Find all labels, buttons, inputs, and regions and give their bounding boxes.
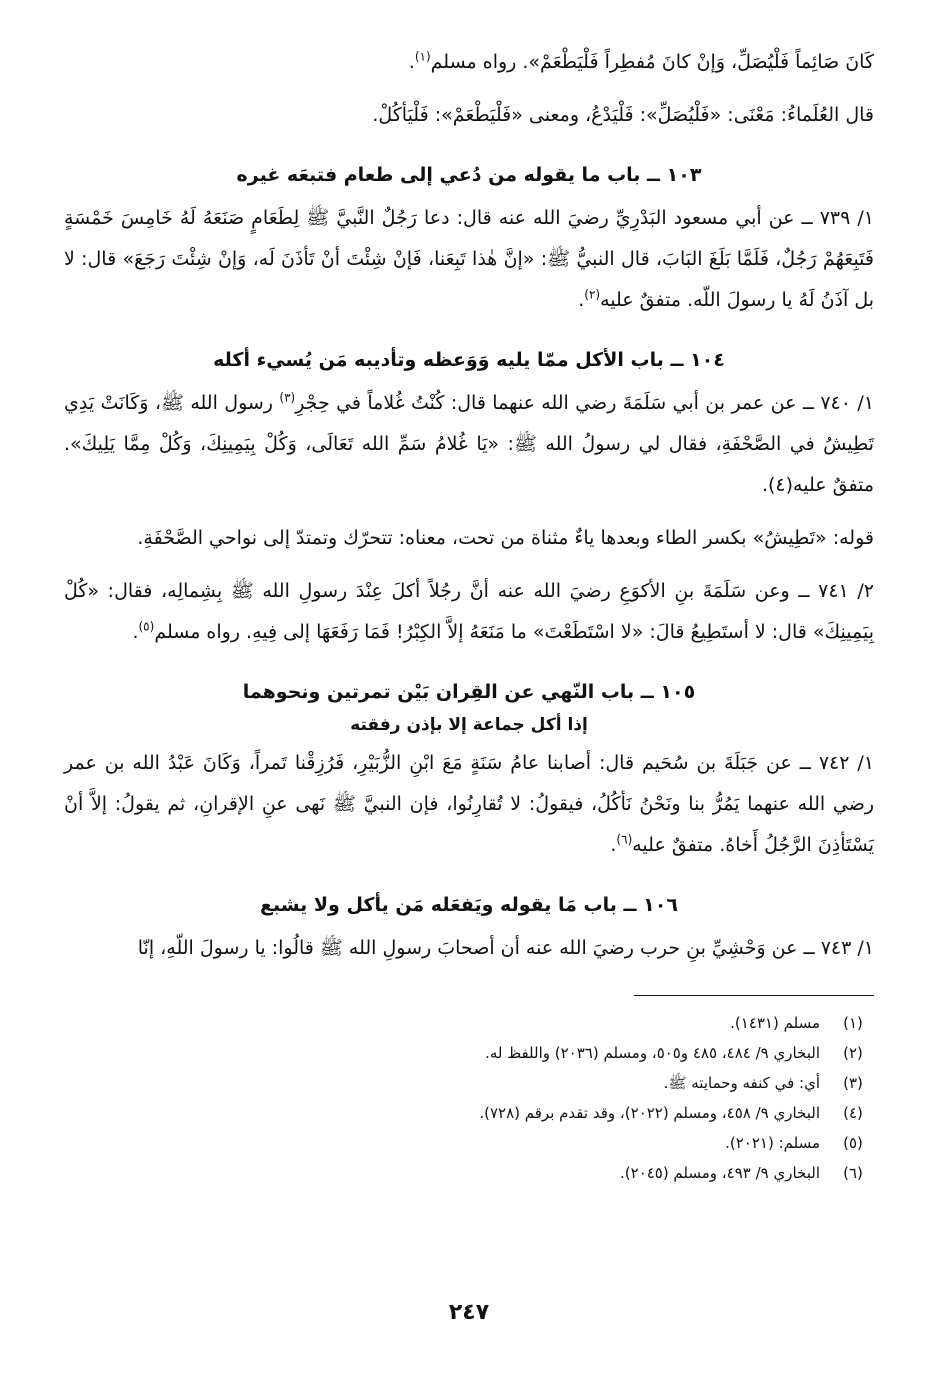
footnote-4: (٤) البخاري ٩/ ٤٥٨، ومسلم (٢٠٢٢)، وقد تقدم برقم (٧٢٨). [479, 1104, 863, 1122]
chapter-title-103: ١٠٣ ــ باب ما يقوله من دُعي إلى طعام فتبعَه غيره [236, 164, 702, 186]
hadith-743: ١/ ٧٤٣ ــ عن وَحْشِيِّ بنِ حرب رضيَ الله عنه أن أصحابَ رسولِ الله ﷺ قالُوا: يا رسولَ اللّهِ، إنّا [137, 937, 874, 959]
hadith-742: ١/ ٧٤٢ ــ عن جَبَلَةَ بن سُحَيم قال: أصابنا عامُ سَنَةٍ مَعَ ابْنِ الزُّبَيْرِ، فَرُزِقْنا تَمراً، وَكَانَ عَبْدُ الله بن عمر رضي الله عنهما يَمُرُّ بنا ونَحْنُ نَأكُلُ، فيقولُ: لا تُقارِنُوا، فإن النبيَّ ﷺ نَهى عنِ الإقرانِ، ثم يقولُ: إلاَّ أنْ يَسْتَأذِنَ الرَّجُلُ أَخاهُ. متفقٌ عليه$^{(٦)}$. [64, 752, 874, 856]
footnote-ref-1: (١) [414, 49, 431, 64]
hadith-740: ١/ ٧٤٠ ــ عن عمر بن أبي سَلَمَةَ رضي الله عنهما قال: كُنْتُ غُلاماً في حِجْرِ$^{(٣)}$ رسول الله ﷺ، وَكَانَتْ يَدِي تَطِيشُ في الصَّحْفَةِ، فقال لي رسولُ الله ﷺ: «يَا غُلامُ سَمِّ الله تَعَالَى، وَكُلْ بِيَمِينِكَ، وَكُلْ مِمَّا يَلِيكَ». متفقٌ عليه(٤). [64, 390, 874, 496]
footnote-2: (٢) البخاري ٩/ ٤٨٤، ٤٨٥ و٥٠٥، ومسلم (٢٠٣٦) واللفظ له. [485, 1044, 863, 1062]
chapter-subtitle-105: إذا أكل جماعة إلا بإذن رفقته [350, 715, 588, 735]
chapter-title-104: ١٠٤ ــ باب الأكل ممّا يليه وَوَعظه وتأديبه مَن يُسيء أكله [213, 349, 725, 371]
page-number: ٢٤٧ [448, 1300, 490, 1325]
explanation-tatish: قوله: «تَطِيشُ» بكسر الطاء وبعدها ياءٌ مثناة من تحت، معناه: تتحرّك وتمتدّ إلى نواحي الصَّحْفَةِ. [137, 527, 874, 549]
footnote-1: (١) مسلم (١٤٣١). [730, 1014, 863, 1032]
footnote-6: (٦) البخاري ٩/ ٤٩٣، ومسلم (٢٠٤٥). [619, 1164, 863, 1182]
footnote-divider [634, 995, 874, 996]
hadith-741: ٢/ ٧٤١ ــ وعن سَلَمَةَ بنِ الأكوَعِ رضيَ الله عنه أنَّ رجُلاً أكلَ عِنْدَ رسولِ الله ﷺ بِشِمالِه، فقال: «كُلْ بِيَمِينِكَ» قال: لا أستَطِيعُ قالَ: «لا اسْتَطَعْتَ» ما مَنَعَهُ إلاَّ الكِبْرُ! فَمَا رَفَعَهَا إلى فِيهِ. رواه مسلم$^{(٥)}$. [64, 580, 874, 643]
footnote-ref-5: (٥) [138, 619, 155, 634]
footnotes [64, 1008, 874, 1188]
footnote-ref-3: (٣) [279, 390, 296, 405]
footnote-5: (٥) مسلم: (٢٠٢١). [725, 1134, 863, 1152]
footnote-ref-2: (٢) [584, 287, 601, 302]
hadith-739: ١/ ٧٣٩ ــ عن أبي مسعود البَدْرِيِّ رضيَ الله عنه قال: دعا رَجُلٌ النَّبيَّ ﷺ لِطَعَامٍ صَنَعَهُ لَهُ خَامِسَ خَمْسَةٍ فَتَبِعَهُمْ رَجُلٌ، فَلَمَّا بَلَغَ البَابَ، قال النبيُّ ﷺ: «إنَّ هٰذا تَبِعَنا، فَإنْ شِئْتَ أنْ تَأذَنَ لَه، وَإنْ شِئْتَ رَجَعَ» قال: لا بل آذَنُ لَهُ يا رسولَ اللّه. متفقٌ عليه$^{(٢)}$. [64, 207, 874, 311]
footnote-ref-6: (٦) [616, 832, 633, 847]
chapter-title-105: ١٠٥ ــ باب النّهي عن القِران بَيْن تمرتين ونحوهما إذا أكل جماعة إلا بإذن رفقته [64, 673, 874, 739]
chapter-title-106: ١٠٦ ــ باب مَا يقوله ويَفعَله مَن يأكل ولا يشبع [260, 894, 678, 916]
paragraph-hadith-continuation: كَانَ صَائِماً فَلْيُصَلِّ، وَإنْ كانَ مُفطِراً فَلْيَطْعَمْ». رواه مسلم$^{(١)}$. [408, 49, 874, 73]
footnote-3: (٣) أي: في كنفه وحمايته ﷺ. [663, 1074, 863, 1092]
paragraph-scholars-note: قال العُلَماءُ: مَعْنَى: «فَلْيُصَلِّ»: فَلْيَدْعُ، ومعنى «فَلْيَطْعَمْ»: فَلْيَأكُلْ. [372, 104, 874, 126]
